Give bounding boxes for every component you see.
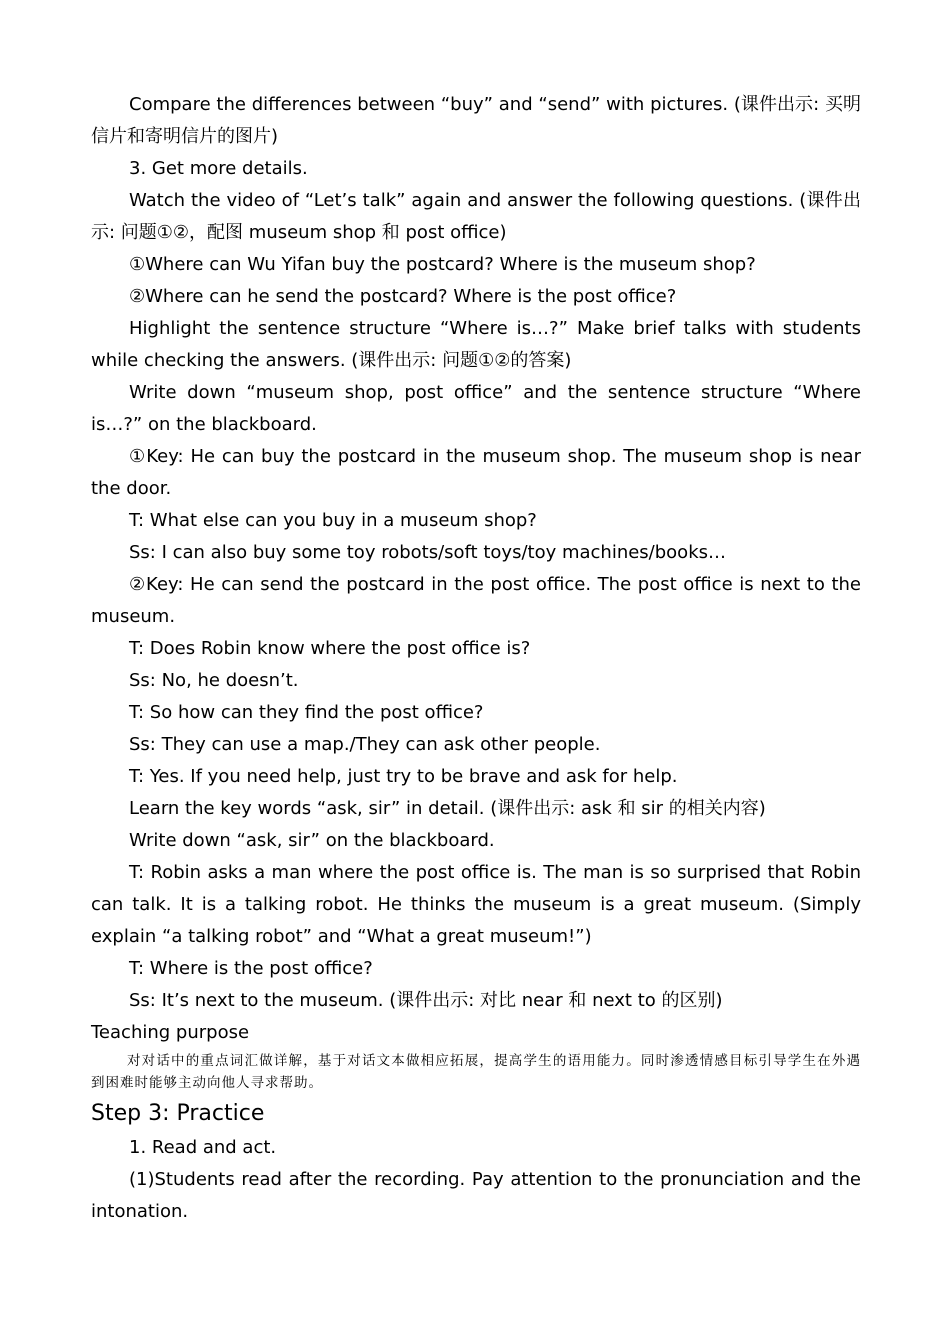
- step-heading: Step 3: Practice: [91, 1101, 265, 1126]
- answer-key: ②Key: He can send the postcard in the post office. The post office is next to the museum.: [91, 574, 861, 627]
- practice-item: 1. Read and act.: [129, 1137, 277, 1158]
- teaching-purpose-text: 对对话中的重点词汇做详解，基于对话文本做相应拓展，提高学生的语用能力。同时渗透情感目标引导学生在外遇到困难时能够主动向他人寻求帮助。: [91, 1053, 861, 1091]
- question-item: ①Where can Wu Yifan buy the postcard? Where is the museum shop?: [129, 254, 756, 275]
- question-item: ②Where can he send the postcard? Where is the post office?: [129, 286, 677, 307]
- paragraph: 3. Get more details.: [129, 158, 308, 179]
- teaching-purpose-label: Teaching purpose: [91, 1022, 250, 1043]
- dialogue-line: T: Does Robin know where the post office is?: [129, 638, 531, 659]
- dialogue-line: T: Where is the post office?: [129, 958, 373, 979]
- paragraph: Compare the differences between “buy” and “send” with pictures. (课件出示: 买明信片和寄明信片的图片): [91, 94, 861, 147]
- dialogue-line: T: What else can you buy in a museum shop?: [129, 510, 537, 531]
- paragraph: Write down “ask, sir” on the blackboard.: [129, 830, 495, 851]
- dialogue-line: Ss: No, he doesn’t.: [129, 670, 299, 691]
- dialogue-line: Ss: It’s next to the museum. (课件出示: 对比 near 和 next to 的区别): [129, 990, 723, 1011]
- dialogue-line: Ss: I can also buy some toy robots/soft toys/toy machines/books…: [129, 542, 726, 563]
- dialogue-line: T: So how can they find the post office?: [129, 702, 484, 723]
- answer-key: ①Key: He can buy the postcard in the museum shop. The museum shop is near the door.: [91, 446, 861, 499]
- dialogue-line: T: Robin asks a man where the post office is. The man is so surprised that Robin can talk. It is a talking robot. He thinks the museum is a great museum. (Simply explain “a talking robot” and “What a great museum!”): [91, 862, 861, 947]
- practice-item: (1)Students read after the recording. Pay attention to the pronunciation and the intonation.: [91, 1169, 861, 1222]
- paragraph: Write down “museum shop, post office” and the sentence structure “Where is…?” on the blackboard.: [91, 382, 861, 435]
- paragraph: Learn the key words “ask, sir” in detail. (课件出示: ask 和 sir 的相关内容): [129, 798, 766, 819]
- document-body: [91, 89, 861, 1228]
- paragraph: Highlight the sentence structure “Where is…?” Make brief talks with students while checking the answers. (课件出示: 问题①②的答案): [91, 318, 861, 371]
- dialogue-line: T: Yes. If you need help, just try to be brave and ask for help.: [129, 766, 678, 787]
- dialogue-line: Ss: They can use a map./They can ask other people.: [129, 734, 601, 755]
- paragraph: Watch the video of “Let’s talk” again and answer the following questions. (课件出示: 问题①②，配图 museum shop 和 post office): [91, 190, 861, 243]
